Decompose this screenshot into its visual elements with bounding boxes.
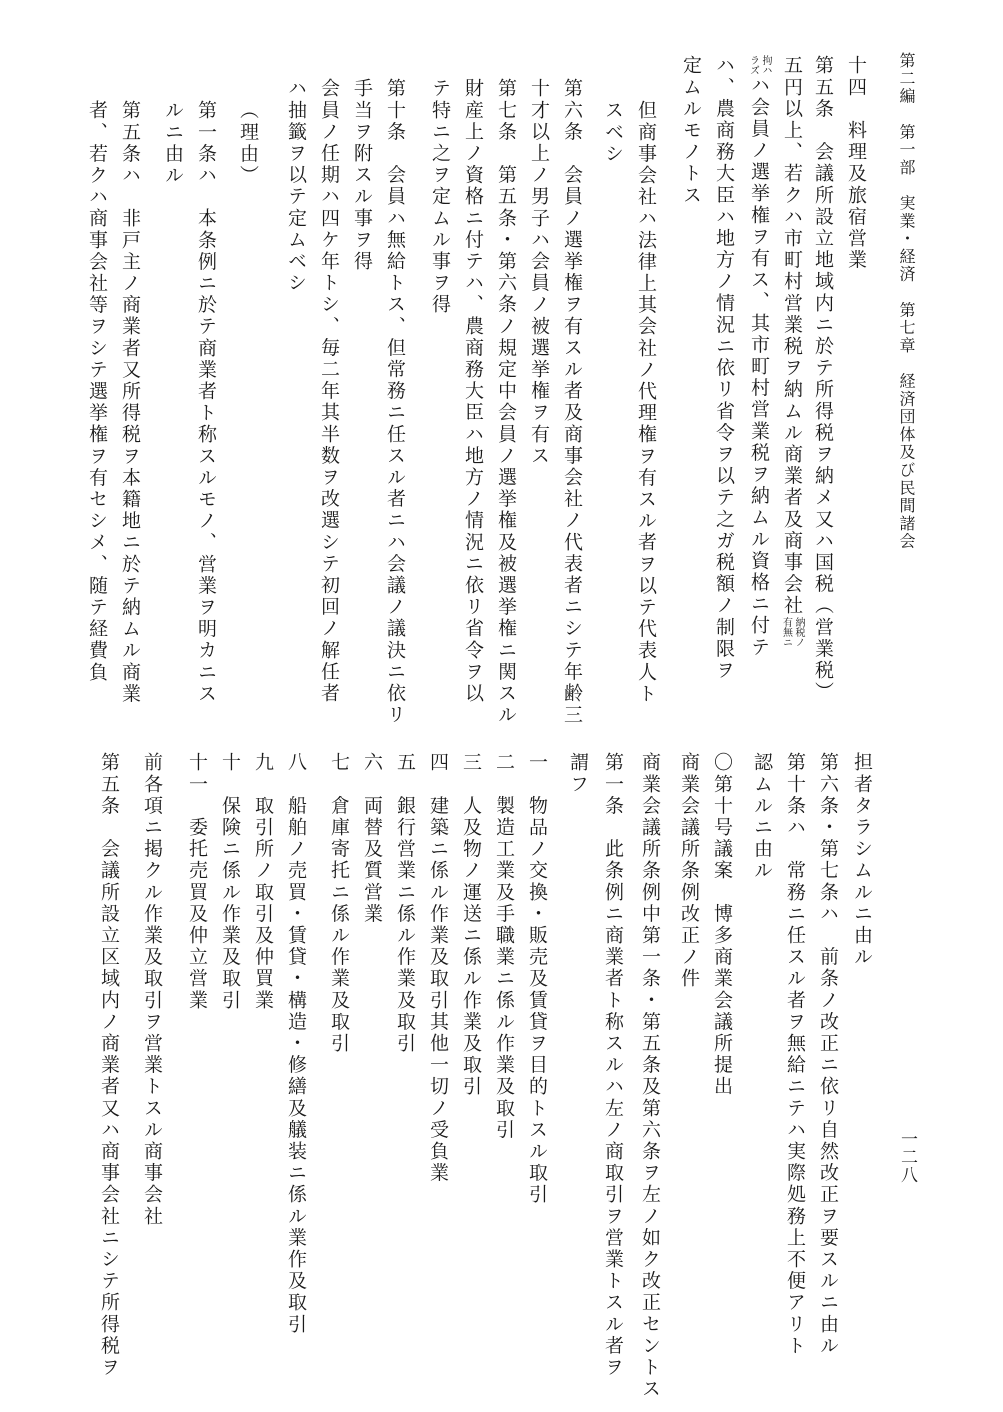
lower-line-14: 五 銀行営業ニ係ル作業及取引	[394, 752, 416, 1055]
lower-line-5: 〇第十号議案 博多商業会議所提出	[711, 752, 733, 1098]
lower-line-1: 担者タラシムルニ由ル	[851, 752, 873, 968]
upper-line-19: 第一条ハ 本条例ニ於テ商業者ト称スルモノ、営業ヲ明カニス	[195, 100, 217, 705]
lower-line-2: 第六条・第七条ハ 前条ノ改正ニ依リ自然改正ヲ要スルニ由ル	[817, 752, 839, 1357]
upper-line-14: 第十条 会員ハ無給トス、但常務ニ任スル者ニハ会議ノ議決ニ依リ	[384, 78, 406, 726]
lower-line-4: 認ムルニ由ル	[751, 752, 773, 882]
upper-line-3-text: 五円以上、若クハ市町村営業税ヲ納ムル商業者及商事会社	[781, 55, 803, 617]
lower-line-16: 七 倉庫寄托ニ係ル作業及取引	[328, 752, 350, 1055]
lower-line-10: 一 物品ノ交換・販売及賃貸ヲ目的トスル取引	[526, 752, 548, 1206]
upper-line-2: 第五条 会議所設立地域内ニ於テ所得税ヲ納メ又ハ国税（営業税）	[812, 55, 834, 703]
inline-note-right-2: 拘ハ	[760, 55, 771, 75]
upper-line-15: 手当ヲ附スル事ヲ得	[351, 78, 373, 273]
upper-line-18: （理由）	[237, 100, 259, 187]
upper-line-10: 十才以上ノ男子ハ会員ノ被選挙権ヲ有ス	[528, 78, 550, 467]
upper-line-11: 第七条 第五条・第六条ノ規定中会員ノ選挙権及被選挙権ニ関スル	[495, 78, 517, 726]
lower-line-17: 八 船舶ノ売買・賃貸・構造・修繕及艤装ニ係ル業作及取引	[285, 752, 307, 1336]
upper-line-16: 会員ノ任期ハ四ケ年トシ、毎二年其半数ヲ改選シテ初回ノ解任者	[318, 78, 340, 705]
upper-line-21: 第五条ハ 非戸主ノ商業者又所得税ヲ本籍地ニ於テ納ムル商業	[119, 100, 141, 705]
lower-line-15: 六 両替及質営業	[361, 752, 383, 925]
inline-note-left-2: ラズ	[747, 55, 759, 75]
upper-line-17: ハ抽籤ヲ以テ定ムベシ	[285, 78, 307, 294]
lower-line-12: 三 人及物ノ運送ニ係ル作業及取引	[460, 752, 482, 1098]
upper-line-20: ルニ由ル	[162, 100, 184, 187]
lower-line-8: 第一条 此条例ニ商業者ト称スルハ左ノ商取引ヲ営業トスル者ヲ	[602, 752, 624, 1379]
running-header: 第二編 第一部 実業・経済 第七章 経済団体及び民間諸会	[897, 52, 916, 551]
upper-line-13: テ特ニ之ヲ定ムル事ヲ得	[429, 78, 451, 316]
lower-line-20: 十一 委托売買及仲立営業	[186, 752, 208, 1012]
upper-line-7: 但商事会社ハ法律上其会社ノ代理権ヲ有スル者ヲ以テ代表人ト	[635, 100, 657, 705]
lower-line-3: 第十条ハ 常務ニ任スル者ヲ無給ニテハ実際処務上不便アリト	[784, 752, 806, 1357]
inline-note	[780, 617, 804, 647]
lower-line-13: 四 建築ニ係ル作業及取引其他一切ノ受負業	[427, 752, 449, 1184]
upper-line-22: 者、若クハ商事会社等ヲシテ選挙権ヲ有セシメ、随テ経費負	[86, 100, 108, 684]
lower-line-21: 前各項ニ掲クル作業及取引ヲ営業トスル商事会社	[141, 752, 163, 1228]
upper-line-6: 定ムルモノトス	[680, 55, 702, 207]
inline-note-2	[747, 55, 771, 75]
upper-line-4-text: ハ会員ノ選挙権ヲ有ス、其市町村営業税ヲ納ムル資格ニ付テ	[748, 75, 770, 659]
upper-line-5: ハ、農商務大臣ハ地方ノ情況ニ依リ省令ヲ以テ之ガ税額ノ制限ヲ	[713, 55, 735, 682]
lower-line-19: 十 保険ニ係ル作業及取引	[219, 752, 241, 1012]
inline-note-right: 納税ノ	[793, 616, 804, 647]
upper-line-1: 十四 料理及旅宿営業	[845, 55, 867, 271]
upper-line-12: 財産上ノ資格ニ付テハ、農商務大臣ハ地方ノ情況ニ依リ省令ヲ以	[462, 78, 484, 705]
lower-line-18: 九 取引所ノ取引及仲買業	[252, 752, 274, 1012]
upper-line-3	[780, 55, 804, 647]
lower-line-7: 商業会議所条例中第一条・第五条及第六条ヲ左ノ如ク改正セントス	[639, 752, 661, 1400]
upper-line-4	[747, 55, 771, 658]
lower-line-9: 謂フ	[567, 752, 589, 796]
upper-line-9: 第六条 会員ノ選挙権ヲ有スル者及商事会社ノ代表者ニシテ年齢三	[561, 78, 583, 726]
inline-note-left: 有無ニ	[780, 616, 792, 647]
page-number: 一二八	[897, 1130, 917, 1184]
lower-line-22: 第五条 会議所設立区域内ノ商業者又ハ商事会社ニシテ所得税ヲ	[98, 752, 120, 1379]
lower-line-11: 二 製造工業及手職業ニ係ル作業及取引	[493, 752, 515, 1141]
lower-line-6: 商業会議所条例改正ノ件	[678, 752, 700, 990]
upper-line-8: スベシ	[602, 100, 624, 165]
